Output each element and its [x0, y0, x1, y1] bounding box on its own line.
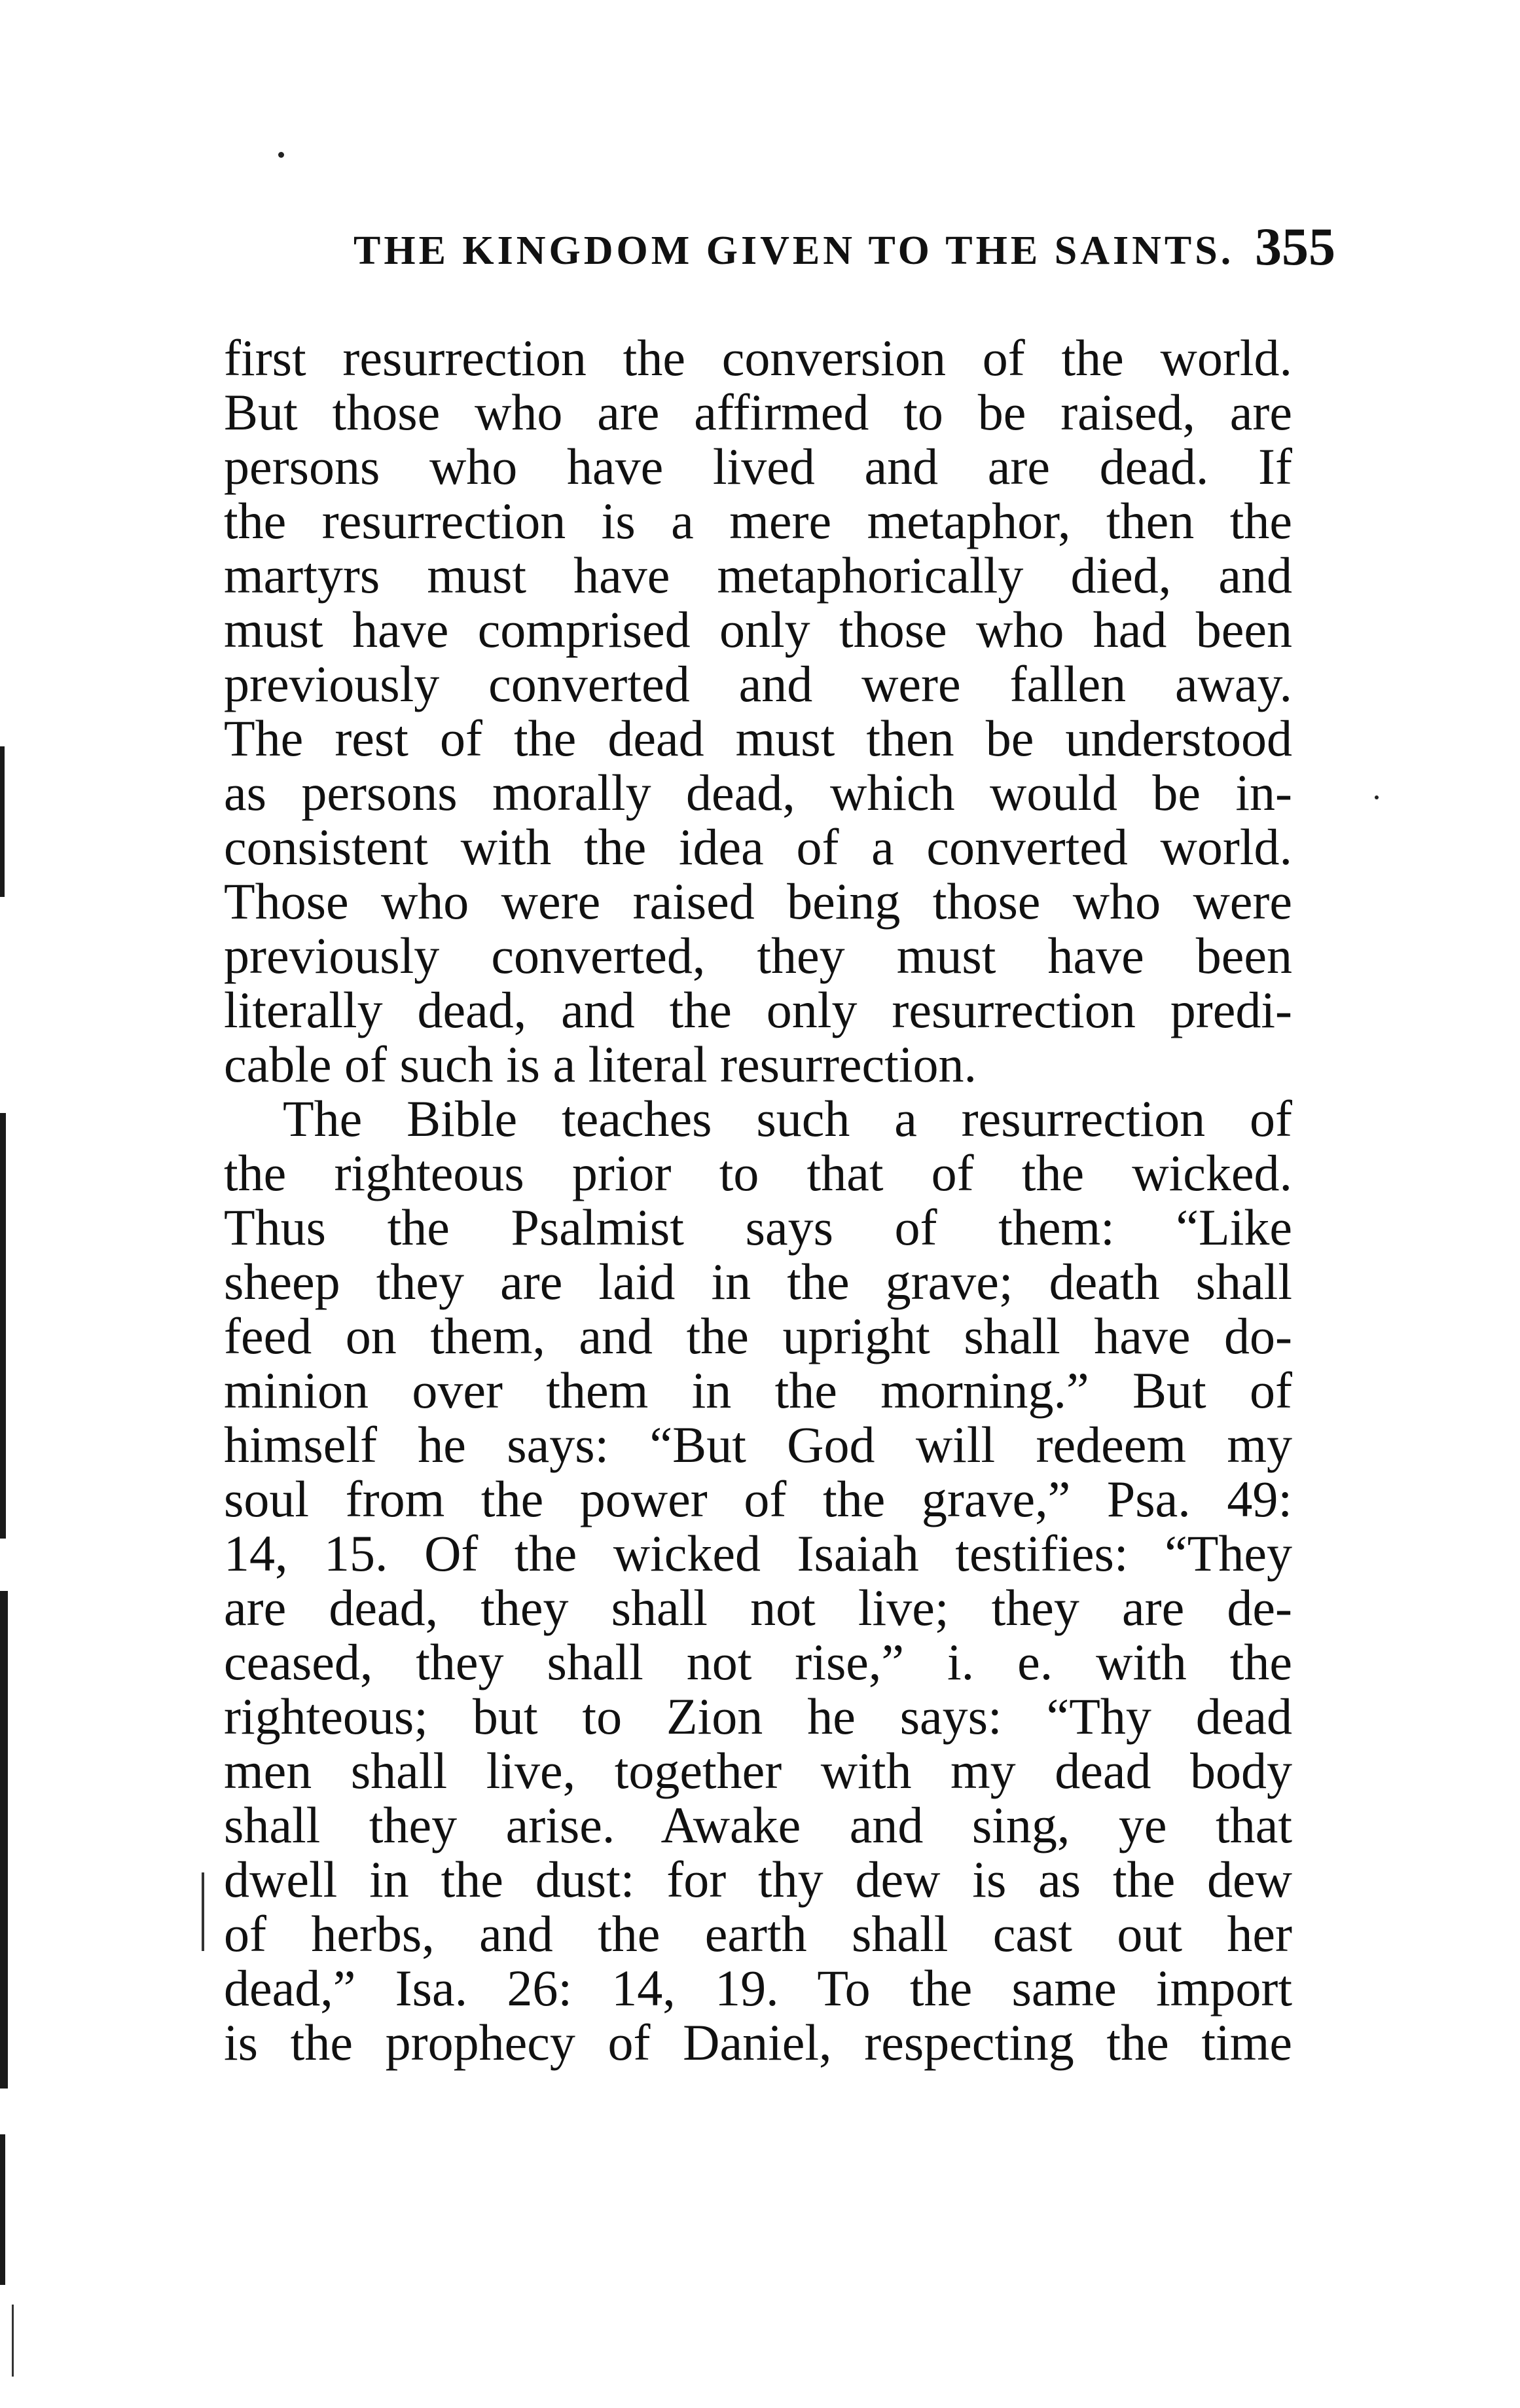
text-line: The Bible teaches such a resurrection of	[283, 1090, 1292, 1147]
text-line: himself he says: “But God will redeem my	[224, 1416, 1292, 1473]
text-line: Those who were raised being those who were	[224, 873, 1292, 930]
text-line: consistent with the idea of a converted world.	[224, 818, 1292, 875]
text-line: ceased, they shall not rise,” i. e. with the	[224, 1633, 1292, 1690]
page-number: 355	[1255, 217, 1335, 276]
scan-speck	[1375, 795, 1379, 799]
text-line: must have comprised only those who had been	[224, 601, 1292, 658]
page-edge-shadow	[0, 2134, 5, 2285]
text-line: righteous; but to Zion he says: “Thy dead	[224, 1688, 1292, 1745]
text-line: dead,” Isa. 26: 14, 19. To the same import	[224, 1960, 1292, 2016]
text-line: But those who are affirmed to be raised, are	[224, 384, 1292, 441]
text-line: first resurrection the conversion of the world.	[224, 329, 1292, 386]
text-line: previously converted, they must have been	[224, 927, 1292, 984]
text-line: the resurrection is a mere metaphor, then the	[224, 492, 1292, 549]
page-edge-shadow	[0, 746, 5, 897]
margin-line	[12, 2305, 14, 2377]
text-line: cable of such is a literal resurrection.	[224, 1036, 977, 1093]
text-line: the righteous prior to that of the wicked.	[224, 1144, 1292, 1201]
text-line: shall they arise. Awake and sing, ye that	[224, 1797, 1292, 1853]
scan-speck	[278, 152, 284, 158]
text-line: are dead, they shall not live; they are de-	[224, 1579, 1292, 1636]
text-line: is the prophecy of Daniel, respecting the time	[224, 2014, 1292, 2071]
margin-line	[202, 1872, 204, 1951]
text-line: martyrs must have metaphorically died, and	[224, 547, 1292, 604]
running-title: THE KINGDOM GIVEN TO THE SAINTS.	[353, 228, 1235, 273]
text-line: Thus the Psalmist says of them: “Like	[224, 1199, 1292, 1256]
text-line: of herbs, and the earth shall cast out her	[224, 1905, 1292, 1962]
text-line: 14, 15. Of the wicked Isaiah testifies: “They	[224, 1525, 1292, 1582]
page-edge-shadow	[0, 1113, 6, 1539]
body-text	[224, 331, 1292, 2070]
page-edge-shadow	[0, 1591, 8, 2089]
text-line: minion over them in the morning.” But of	[224, 1362, 1292, 1419]
text-line: literally dead, and the only resurrection predi-	[224, 981, 1292, 1038]
text-line: soul from the power of the grave,” Psa. 49:	[224, 1470, 1292, 1527]
text-line: previously converted and were fallen away.	[224, 655, 1292, 712]
text-line: sheep they are laid in the grave; death shall	[224, 1253, 1292, 1310]
text-line: as persons morally dead, which would be in-	[224, 764, 1292, 821]
text-line: men shall live, together with my dead body	[224, 1742, 1292, 1799]
text-line: persons who have lived and are dead. If	[224, 438, 1292, 495]
text-line: feed on them, and the upright shall have do-	[224, 1307, 1292, 1364]
text-line: dwell in the dust: for thy dew is as the dew	[224, 1851, 1292, 1908]
text-line: The rest of the dead must then be understood	[224, 710, 1292, 767]
running-head	[353, 216, 1335, 295]
